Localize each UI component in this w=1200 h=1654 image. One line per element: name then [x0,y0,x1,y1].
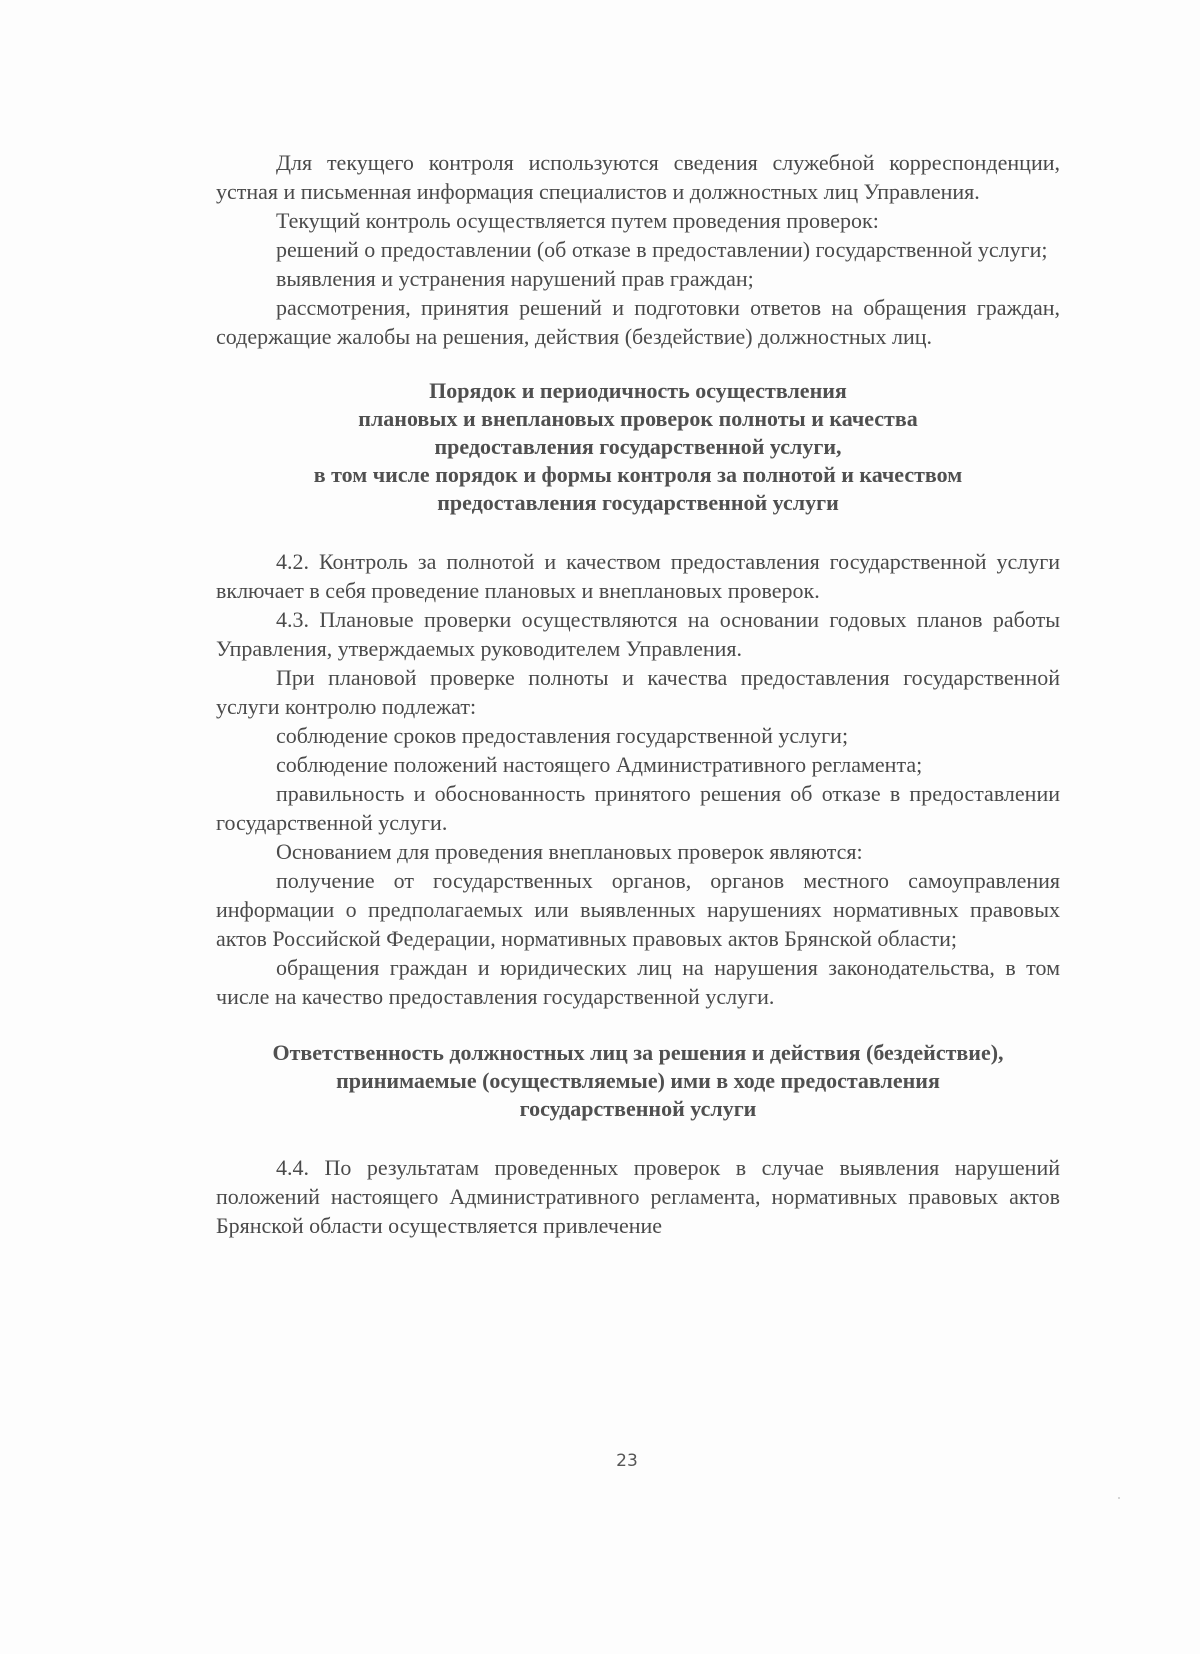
paragraph: 4.2. Контроль за полнотой и качеством предоставления государственной услуги включает в себя проведение плановых и внеплановых проверок. [216,549,1060,603]
paragraph: выявления и устранения нарушений прав граждан; [276,266,754,291]
paragraph: 4.4. По результатам проведенных проверок в случае выявления нарушений положений настоящего Административного регламента, нормативных правовых актов Брянской области осуществляется привлечение [216,1155,1060,1238]
heading-line: Ответственность должностных лиц за решения и действия (бездействие), [272,1040,1004,1065]
scan-speck [1118,1497,1120,1499]
paragraph: соблюдение сроков предоставления государственной услуги; [276,723,849,748]
paragraph: соблюдение положений настоящего Административного регламента; [276,752,923,777]
document-body [216,148,1060,1240]
paragraph: обращения граждан и юридических лиц на нарушения законодательства, в том числе на качество предоставления государственной услуги. [216,955,1060,1009]
paragraph: Для текущего контроля используются сведения служебной корреспонденции, устная и письменная информация специалистов и должностных лиц Управления. [216,150,1060,204]
page-number: 23 [616,1451,638,1471]
heading-line: плановых и внеплановых проверок полноты и качества [358,406,918,431]
paragraph: Текущий контроль осуществляется путем проведения проверок: [276,208,879,233]
heading-line: принимаемые (осуществляемые) ими в ходе предоставления [336,1068,940,1093]
heading-line: государственной услуги [519,1096,757,1121]
heading-line: предоставления государственной услуги [437,490,839,515]
heading-line: предоставления государственной услуги, [434,434,842,459]
section-heading-responsibility [216,1039,1060,1123]
paragraph: 4.3. Плановые проверки осуществляются на основании годовых планов работы Управления, утверждаемых руководителем Управления. [216,607,1060,661]
paragraph: рассмотрения, принятия решений и подготовки ответов на обращения граждан, содержащие жалобы на решения, действия (бездействие) должностных лиц. [216,295,1060,349]
paragraph: Основанием для проведения внеплановых проверок являются: [276,839,863,864]
paragraph: решений о предоставлении (об отказе в предоставлении) государственной услуги; [276,237,1048,262]
section-heading-inspections [216,377,1060,517]
paragraph: получение от государственных органов, органов местного самоуправления информации о предполагаемых или выявленных нарушениях нормативных правовых актов Российской Федерации, нормативных правовых актов Брянской области; [216,868,1060,951]
heading-line: в том числе порядок и формы контроля за полнотой и качеством [313,462,963,487]
paragraph: правильность и обоснованность принятого решения об отказе в предоставлении государственной услуги. [216,781,1060,835]
paragraph: При плановой проверке полноты и качества предоставления государственной услуги контролю подлежат: [216,665,1060,719]
heading-line: Порядок и периодичность осуществления [429,378,847,403]
